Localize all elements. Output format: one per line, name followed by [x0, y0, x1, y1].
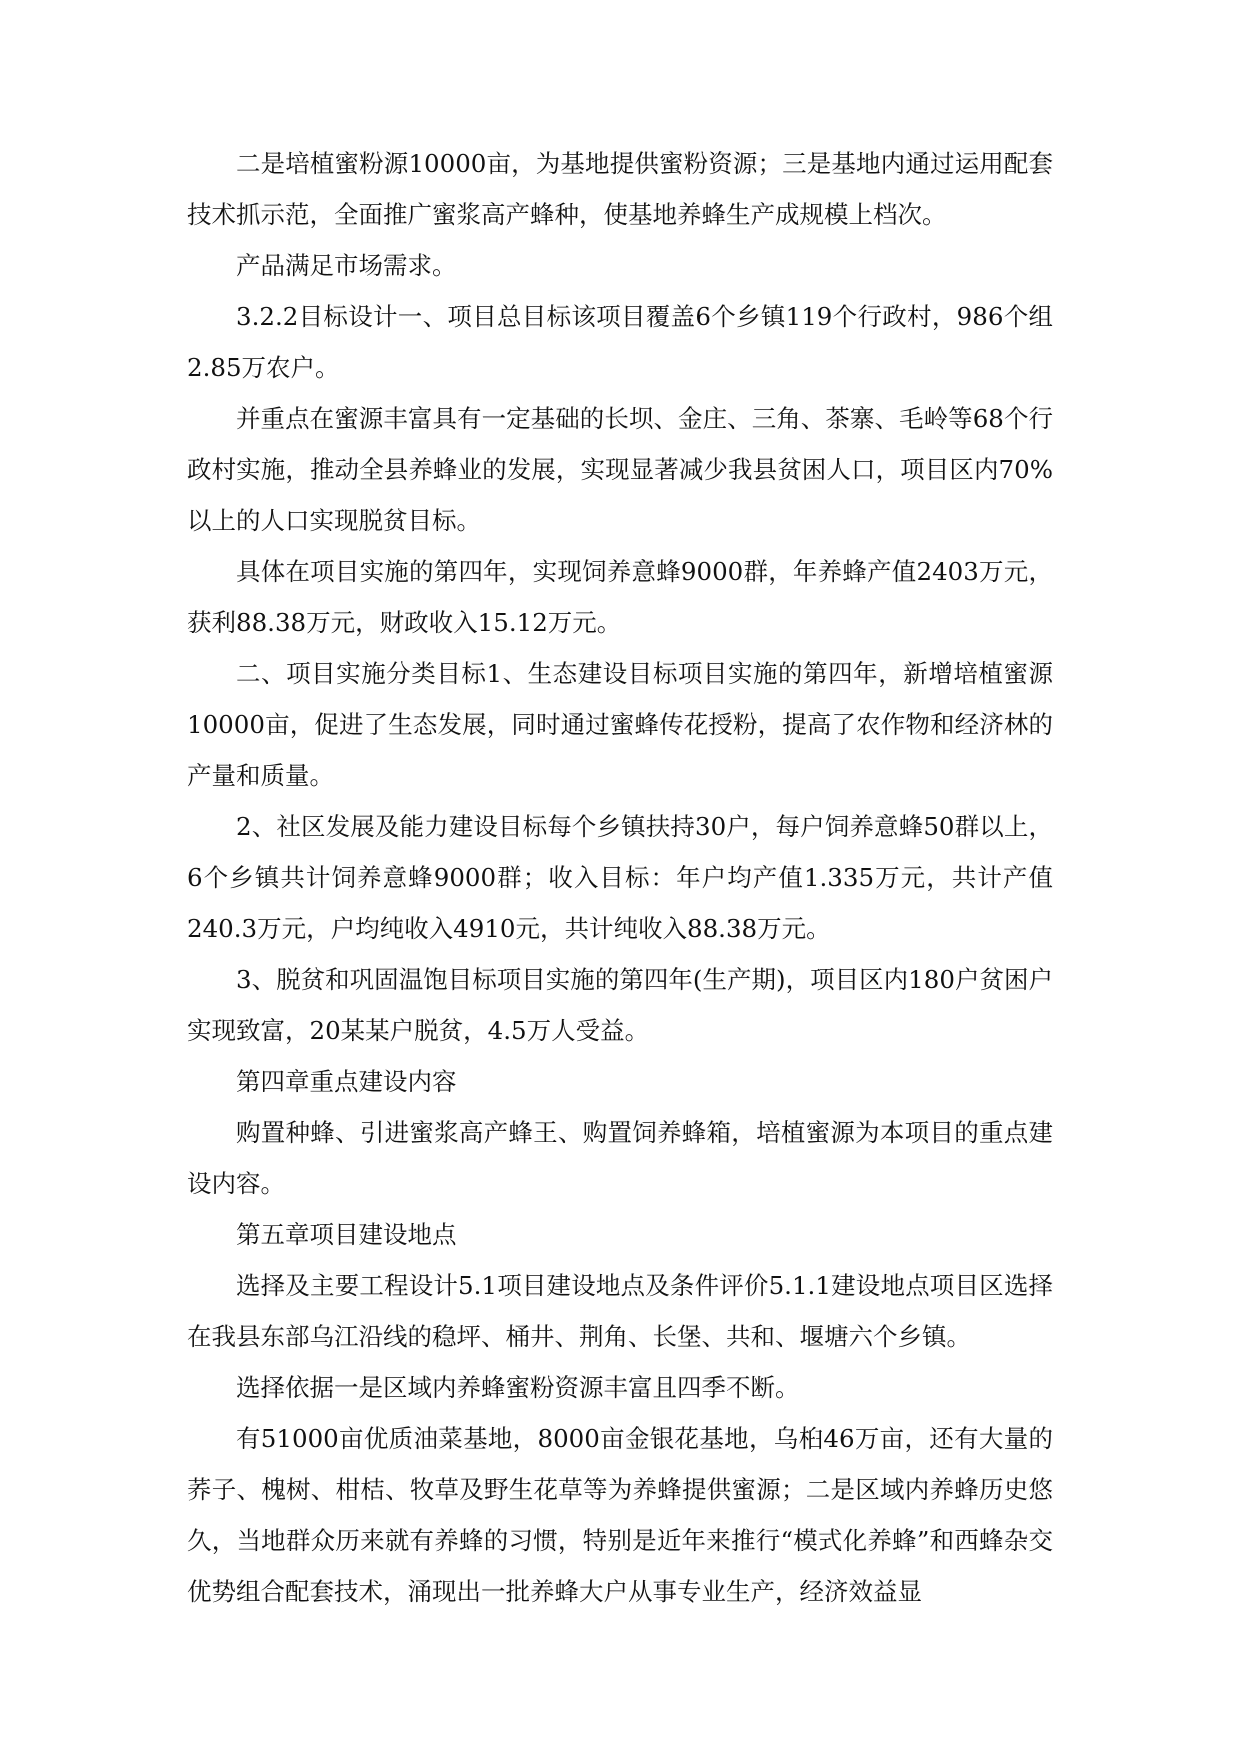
paragraph: 具体在项目实施的第四年，实现饲养意蜂9000群，年养蜂产值2403万元，获利88.38万元，财政收入15.12万元。	[187, 557, 1053, 637]
paragraph: 购置种蜂、引进蜜浆高产蜂王、购置饲养蜂箱，培植蜜源为本项目的重点建设内容。	[187, 1118, 1053, 1198]
paragraph: 产品满足市场需求。	[236, 251, 457, 280]
document-body	[187, 138, 1053, 1617]
paragraph: 选择及主要工程设计5.1项目建设地点及条件评价5.1.1建设地点项目区选择在我县东部乌江沿线的稳坪、桶井、荆角、长堡、共和、堰塘六个乡镇。	[187, 1271, 1053, 1351]
chapter-heading: 第四章重点建设内容	[236, 1067, 457, 1096]
paragraph: 有51000亩优质油菜基地，8000亩金银花基地，乌桕46万亩，还有大量的荞子、槐树、柑桔、牧草及野生花草等为养蜂提供蜜源；二是区域内养蜂历史悠久，当地群众历来就有养蜂的习惯，特别是近年来推行“模式化养蜂”和西蜂杂交优势组合配套技术，涌现出一批养蜂大户从事专业生产，经济效益显	[187, 1424, 1053, 1606]
paragraph: 二是培植蜜粉源10000亩，为基地提供蜜粉资源；三是基地内通过运用配套技术抓示范，全面推广蜜浆高产蜂种，使基地养蜂生产成规模上档次。	[187, 149, 1053, 229]
paragraph: 二、项目实施分类目标1、生态建设目标项目实施的第四年，新增培植蜜源10000亩，促进了生态发展，同时通过蜜蜂传花授粉，提高了农作物和经济林的产量和质量。	[187, 659, 1053, 790]
paragraph: 并重点在蜜源丰富具有一定基础的长坝、金庄、三角、茶寨、毛岭等68个行政村实施，推动全县养蜂业的发展，实现显著减少我县贫困人口，项目区内70%以上的人口实现脱贫目标。	[187, 404, 1053, 535]
chapter-heading: 第五章项目建设地点	[236, 1220, 457, 1249]
paragraph: 3.2.2目标设计一、项目总目标该项目覆盖6个乡镇119个行政村，986个组2.85万农户。	[187, 302, 1053, 382]
paragraph: 3、脱贫和巩固温饱目标项目实施的第四年(生产期)，项目区内180户贫困户实现致富，20某某户脱贫，4.5万人受益。	[187, 965, 1053, 1045]
paragraph: 2、社区发展及能力建设目标每个乡镇扶持30户，每户饲养意蜂50群以上，6个乡镇共计饲养意蜂9000群；收入目标：年户均产值1.335万元，共计产值240.3万元，户均纯收入4910元，共计纯收入88.38万元。	[187, 812, 1053, 943]
paragraph: 选择依据一是区域内养蜂蜜粉资源丰富且四季不断。	[236, 1373, 800, 1402]
